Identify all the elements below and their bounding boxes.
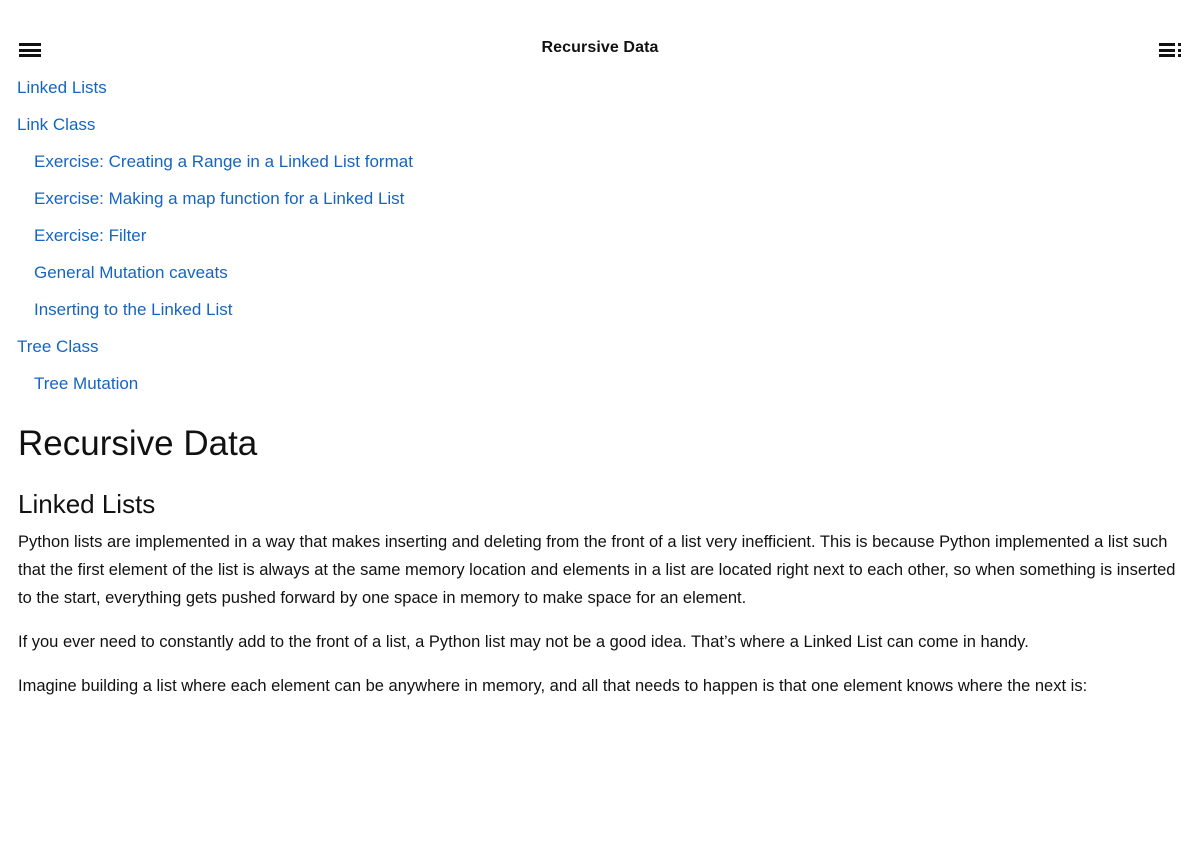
toc-item-tree-mutation	[17, 372, 717, 409]
toc-link-exercise-range[interactable]: Exercise: Creating a Range in a Linked List format	[34, 152, 413, 171]
toc-link-inserting[interactable]: Inserting to the Linked List	[34, 300, 233, 319]
toc-link-exercise-filter[interactable]: Exercise: Filter	[34, 226, 147, 245]
toc-item-exercise-filter	[17, 224, 717, 261]
section-heading: Linked Lists	[18, 489, 156, 519]
toc-item-inserting	[17, 298, 717, 335]
paragraph: Imagine building a list where each element can be anywhere in memory, and all that needs to happen is that one element knows where the next is:	[18, 677, 1088, 695]
toc-link-linked-lists[interactable]: Linked Lists	[17, 78, 107, 97]
toc-item-tree-class	[17, 335, 717, 372]
article-heading: Recursive Data	[18, 424, 258, 463]
paragraph: If you ever need to constantly add to the front of a list, a Python list may not be a good idea. That’s where a Linked List can come in handy.	[18, 633, 1029, 651]
toc-list-icon[interactable]	[1159, 43, 1181, 57]
top-bar	[0, 30, 1200, 68]
toc-link-exercise-map[interactable]: Exercise: Making a map function for a Linked List	[34, 189, 405, 208]
article-content	[18, 420, 1188, 716]
toc-item-link-class	[17, 113, 717, 150]
toc-link-link-class[interactable]: Link Class	[17, 115, 96, 134]
table-of-contents	[17, 76, 717, 409]
toc-link-mutation-caveats[interactable]: General Mutation caveats	[34, 263, 228, 282]
toc-link-tree-class[interactable]: Tree Class	[17, 337, 99, 356]
toc-item-linked-lists	[17, 76, 717, 113]
toc-item-exercise-range	[17, 150, 717, 187]
toc-item-mutation-caveats	[17, 261, 717, 298]
paragraph: Python lists are implemented in a way that makes inserting and deleting from the front of a list very inefficient. This is because Python implemented a list such that the first element of the list is always at the same memory location and elements in a list are located right next to each other, so when something is inserted to the start, everything gets pushed forward by one space in memory to make space for an element.	[18, 533, 1176, 607]
page-title: Recursive Data	[541, 39, 659, 56]
toc-link-tree-mutation[interactable]: Tree Mutation	[34, 374, 139, 393]
toc-item-exercise-map	[17, 187, 717, 224]
